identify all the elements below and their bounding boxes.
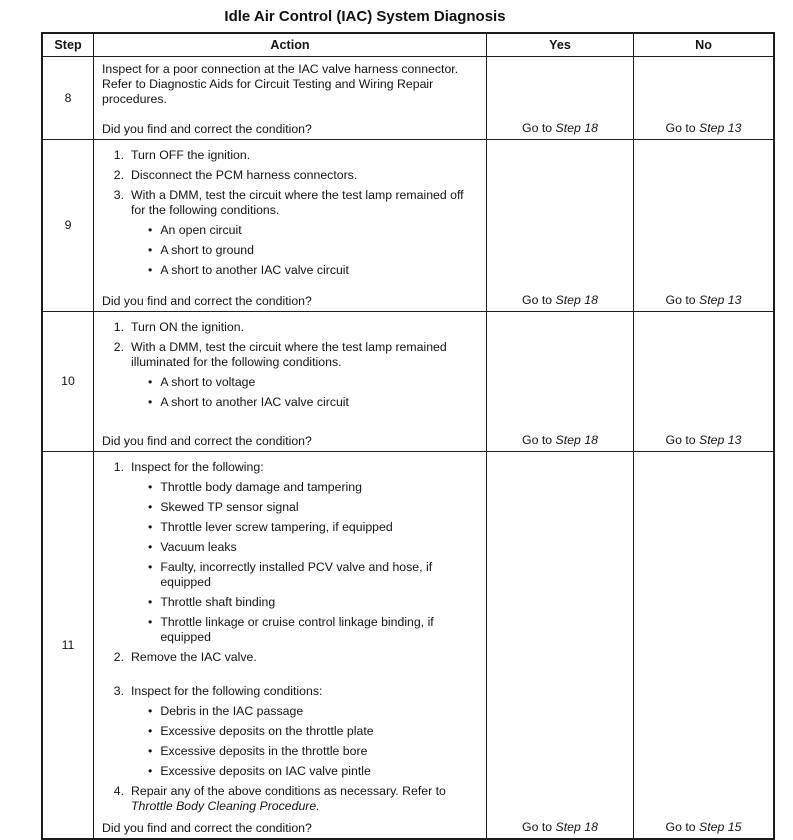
- action-bullet-item: [148, 724, 478, 739]
- bullet-icon: •: [148, 479, 153, 494]
- item-number: 2.: [113, 167, 124, 182]
- action-bullet-item: [148, 595, 478, 610]
- action-numbered-item: [102, 784, 478, 814]
- action-bullet-item: [148, 764, 478, 779]
- bullet-text: Throttle shaft binding: [160, 594, 276, 609]
- diagnosis-table: [41, 32, 775, 840]
- step-number: 10: [61, 374, 75, 389]
- bullet-text: An open circuit: [160, 222, 242, 237]
- header-step: Step: [54, 37, 82, 52]
- action-numbered-item: [102, 684, 478, 699]
- item-text: With a DMM, test the circuit where the test lamp remained off for the following conditions.: [131, 187, 464, 217]
- header-yes: Yes: [486, 34, 633, 56]
- step-number: 9: [64, 218, 72, 233]
- item-text: Turn OFF the ignition.: [131, 147, 251, 162]
- yes-cell: [486, 140, 633, 311]
- action-numbered-item: [102, 340, 478, 370]
- action-bullet-item: [148, 520, 478, 535]
- action-numbered-item: [102, 320, 478, 335]
- table-row: [43, 311, 773, 451]
- action-paragraph: Inspect for a poor connection at the IAC valve harness connector. Refer to Diagnostic Aids for Circuit Testing and Wiring Repair procedures.: [102, 62, 459, 107]
- goto-step-ref: Step 18: [555, 293, 598, 308]
- item-number: 4.: [113, 783, 124, 798]
- bullet-text: A short to voltage: [160, 374, 256, 389]
- bullet-text: Excessive deposits on IAC valve pintle: [160, 763, 371, 778]
- bullet-icon: •: [148, 743, 153, 758]
- item-number: 1.: [113, 147, 124, 162]
- table-row: [43, 139, 773, 311]
- action-numbered-item: [102, 460, 478, 475]
- action-numbered-item: [102, 148, 478, 163]
- item-italic-ref: Throttle Body Cleaning Procedure.: [131, 798, 320, 813]
- table-body: [43, 56, 773, 838]
- bullet-icon: •: [148, 763, 153, 778]
- item-number: 2.: [113, 339, 124, 354]
- step-number: 11: [61, 637, 75, 652]
- action-cell: [93, 57, 486, 139]
- bullet-icon: •: [148, 703, 153, 718]
- yes-cell: [486, 312, 633, 451]
- page-title: Idle Air Control (IAC) System Diagnosis: [224, 8, 506, 25]
- table-row: [43, 451, 773, 838]
- goto-text: Go to Step 18: [522, 433, 598, 448]
- action-bullet-item: [148, 263, 478, 278]
- action-cell: [93, 312, 486, 451]
- bullet-text: Debris in the IAC passage: [160, 703, 304, 718]
- goto-text: Go to Step 13: [665, 121, 742, 136]
- action-bullet-item: [148, 744, 478, 759]
- manual-page: [0, 8, 793, 840]
- goto-text: Go to Step 18: [522, 820, 598, 835]
- spacer: [102, 667, 478, 681]
- question-text: Did you find and correct the condition?: [102, 821, 312, 836]
- item-number: 2.: [113, 649, 124, 664]
- action-bullet-item: [148, 560, 478, 590]
- bullet-icon: •: [148, 222, 153, 237]
- action-bullet-item: [148, 243, 478, 258]
- header-action: Action: [93, 34, 486, 56]
- item-number: 3.: [113, 187, 124, 202]
- item-text: Remove the IAC valve.: [131, 649, 257, 664]
- action-bullet-item: [148, 540, 478, 555]
- goto-step-ref: Step 18: [555, 820, 598, 835]
- action-cell: [93, 140, 486, 311]
- item-number: 1.: [113, 319, 124, 334]
- item-text: Inspect for the following conditions:: [131, 683, 323, 698]
- yes-cell: [486, 57, 633, 139]
- bullet-text: Throttle lever screw tampering, if equipped: [160, 519, 393, 534]
- bullet-icon: •: [148, 539, 153, 554]
- action-bullet-item: [148, 500, 478, 515]
- action-bullet-item: [148, 704, 478, 719]
- step-cell: [43, 452, 93, 838]
- action-bullet-item: [148, 615, 478, 645]
- goto-text: Go to Step 18: [522, 121, 598, 136]
- action-bullet-item: [148, 395, 478, 410]
- goto-step-ref: Step 13: [699, 293, 742, 308]
- yes-cell: [486, 452, 633, 838]
- bullet-text: Excessive deposits in the throttle bore: [160, 743, 368, 758]
- bullet-text: Excessive deposits on the throttle plate: [160, 723, 374, 738]
- question-text: Did you find and correct the condition?: [102, 122, 312, 137]
- no-cell: [633, 140, 773, 311]
- bullet-text: Skewed TP sensor signal: [160, 499, 299, 514]
- step-cell: [43, 312, 93, 451]
- bullet-icon: •: [148, 394, 153, 409]
- bullet-icon: •: [148, 594, 153, 609]
- bullet-icon: •: [148, 242, 153, 257]
- bullet-text: Faulty, incorrectly installed PCV valve and hose, if equipped: [160, 559, 433, 589]
- table-header-row: [43, 34, 773, 56]
- goto-text: Go to Step 13: [665, 293, 742, 308]
- action-numbered-item: [102, 188, 478, 218]
- goto-step-ref: Step 13: [699, 121, 742, 136]
- bullet-text: Vacuum leaks: [160, 539, 237, 554]
- action-cell: [93, 452, 486, 838]
- item-text: Disconnect the PCM harness connectors.: [131, 167, 358, 182]
- bullet-icon: •: [148, 559, 153, 574]
- bullet-text: Throttle body damage and tampering: [160, 479, 362, 494]
- question-text: Did you find and correct the condition?: [102, 294, 312, 309]
- bullet-icon: •: [148, 614, 153, 629]
- bullet-icon: •: [148, 519, 153, 534]
- step-number: 8: [64, 90, 72, 105]
- no-cell: [633, 452, 773, 838]
- item-number: 1.: [113, 459, 124, 474]
- bullet-text: Throttle linkage or cruise control linkage binding, if equipped: [160, 614, 434, 644]
- bullet-text: A short to ground: [160, 242, 254, 257]
- question-text: Did you find and correct the condition?: [102, 434, 312, 449]
- goto-text: Go to Step 15: [665, 820, 742, 835]
- no-cell: [633, 312, 773, 451]
- bullet-icon: •: [148, 499, 153, 514]
- item-text: Repair any of the above conditions as necessary. Refer to Throttle Body Cleaning Procedure.: [131, 783, 446, 813]
- action-bullet-item: [148, 480, 478, 495]
- action-numbered-item: [102, 168, 478, 183]
- goto-step-ref: Step 18: [555, 433, 598, 448]
- action-bullet-item: [148, 375, 478, 390]
- item-text: With a DMM, test the circuit where the test lamp remained illuminated for the following conditions.: [131, 339, 447, 369]
- goto-step-ref: Step 18: [555, 121, 598, 136]
- table-row: [43, 56, 773, 139]
- step-cell: [43, 140, 93, 311]
- no-cell: [633, 57, 773, 139]
- goto-step-ref: Step 15: [699, 820, 742, 835]
- bullet-icon: •: [148, 374, 153, 389]
- step-cell: [43, 57, 93, 139]
- item-number: 3.: [113, 683, 124, 698]
- item-text: Turn ON the ignition.: [131, 319, 245, 334]
- bullet-text: A short to another IAC valve circuit: [160, 262, 349, 277]
- action-numbered-item: [102, 650, 478, 665]
- bullet-text: A short to another IAC valve circuit: [160, 394, 349, 409]
- bullet-icon: •: [148, 262, 153, 277]
- goto-step-ref: Step 13: [699, 433, 742, 448]
- goto-text: Go to Step 13: [665, 433, 742, 448]
- action-bullet-item: [148, 223, 478, 238]
- goto-text: Go to Step 18: [522, 293, 598, 308]
- item-text: Inspect for the following:: [131, 459, 264, 474]
- bullet-icon: •: [148, 723, 153, 738]
- header-no: No: [633, 34, 773, 56]
